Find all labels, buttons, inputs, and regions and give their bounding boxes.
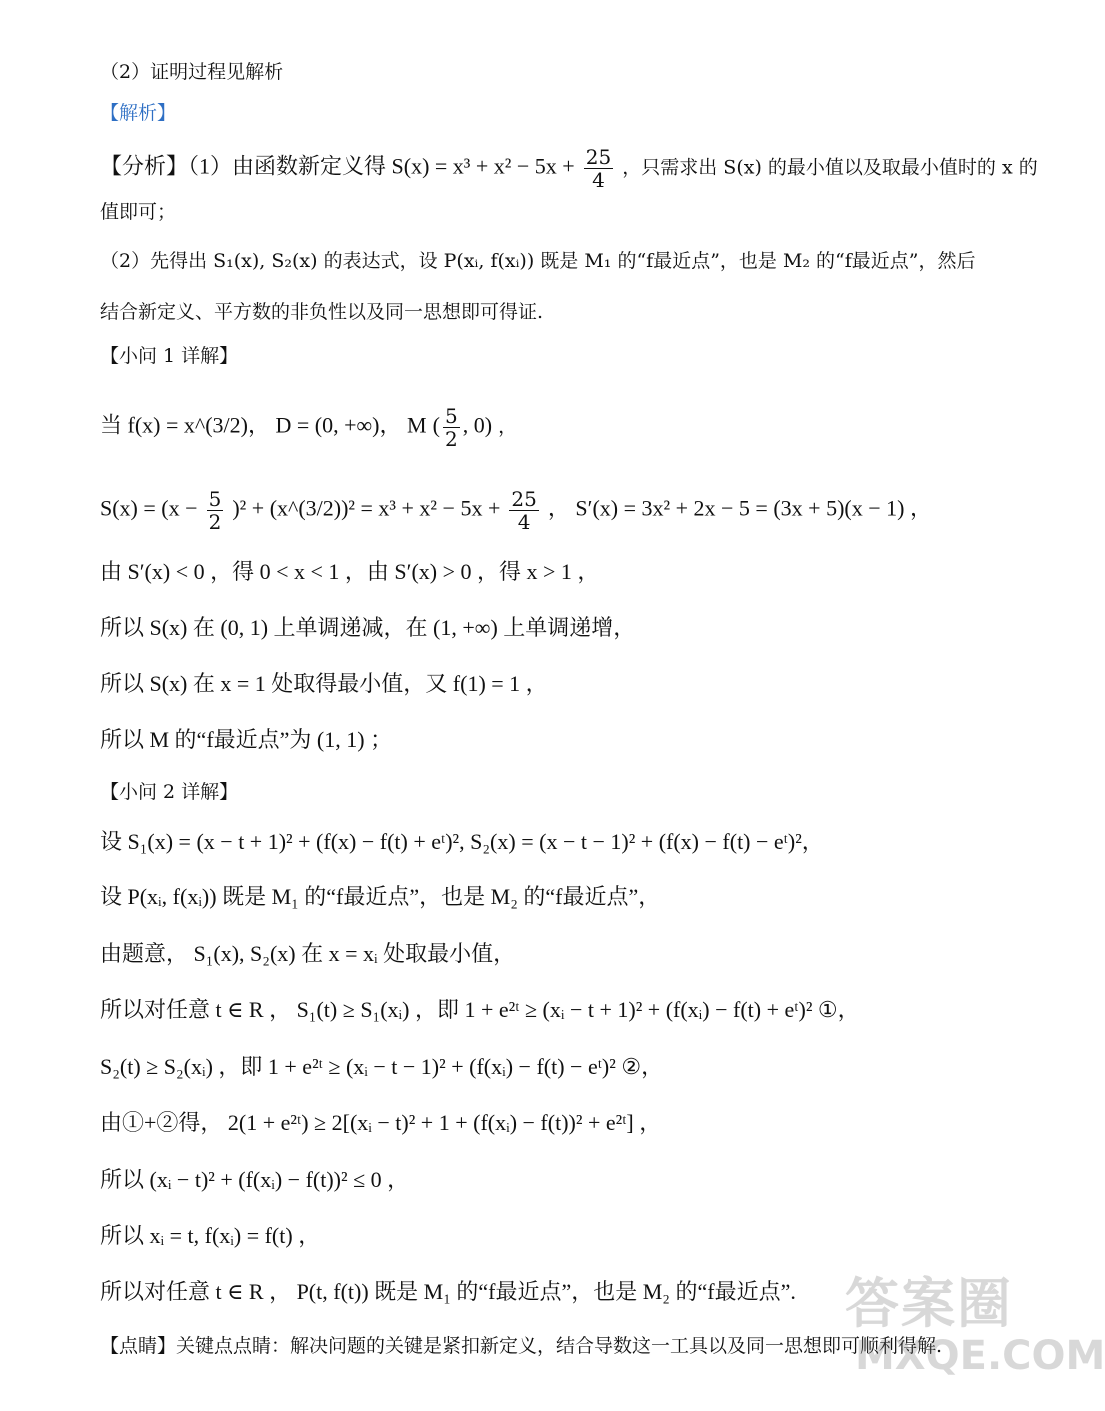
text-line-4: 值即可； <box>100 201 177 223</box>
frac-num: 25 <box>511 487 537 511</box>
definition-formula: 当 f(x) = x^(3/2)， D = (0, +∞)， M <box>100 412 427 438</box>
text-line-18: 所以对任意 t ∈ R ， S₁(t) ≥ S₁(xᵢ) ，即 1 + e²ᵗ ≥ (xᵢ − t + 1)² + (f(xᵢ) − f(t) + eᵗ)² ①， <box>100 997 860 1022</box>
text-line-17: 由题意， S₁(x), S₂(x) 在 x = xᵢ 处取最小值， <box>100 941 516 966</box>
text-line-3 <box>100 145 1038 192</box>
text-line-11: 所以 S(x) 在 (0, 1) 上单调递减，在 (1, +∞) 上单调递增， <box>100 615 636 640</box>
s-derivative: ， S′(x) = 3x² + 2x − 5 = (3x + 5)(x − 1) ， <box>547 495 932 521</box>
subheading-q2: 【小问 2 详解】 <box>100 781 239 803</box>
frac-den: 4 <box>517 510 531 534</box>
comma: ， <box>498 415 518 438</box>
s-formula-mid: )² + (x^(3/2))² = x³ + x² − 5x + <box>232 495 501 521</box>
text-line-9 <box>100 488 1020 533</box>
frac-den: 4 <box>592 168 605 192</box>
text-line-8: 当 f(x) = x^(3/2)， D = (0, +∞)， M ( $\frac{5}{2}$ , 0) ， <box>100 404 518 451</box>
frac-den: 2 <box>208 510 222 534</box>
text-line-5: （2）先得出 S₁(x), S₂(x) 的表达式，设 P(xᵢ, f(xᵢ)) 既是 M₁ 的“f最近点”，也是 M₂ 的“f最近点”，然后 <box>100 250 976 272</box>
text-line-19: S₂(t) ≥ S₂(xᵢ) ，即 1 + e²ᵗ ≥ (xᵢ − t − 1)² + (f(xᵢ) − f(t) − eᵗ)² ②， <box>100 1054 664 1079</box>
text-line-1: （2）证明过程见解析 <box>100 61 284 83</box>
frac-den: 2 <box>444 427 458 451</box>
watermark-logo <box>845 1261 1105 1386</box>
section-label-analysis: 【解析】 <box>100 102 177 124</box>
point-m-tail: , 0) <box>462 412 493 438</box>
text-line-10: 由 S′(x) < 0 ，得 0 < x < 1 ，由 S′(x) > 0 ，得 x > 1 ， <box>100 559 600 584</box>
frac-num: 25 <box>585 145 612 169</box>
analysis-formula: 【分析】（1）由函数新定义得 S(x) = x³ + x² − 5x + <box>100 153 575 179</box>
frac-num: 5 <box>208 487 222 511</box>
text-line-13: 所以 M 的“f最近点”为 (1, 1) ； <box>100 727 393 752</box>
text-line-16: 设 P(xᵢ, f(xᵢ)) 既是 M₁ 的“f最近点”，也是 M₂ 的“f最近点”， <box>100 884 661 909</box>
s-formula-start: S(x) = (x − <box>100 495 198 521</box>
fraction-25-over-4 <box>509 488 538 533</box>
fraction-25-over-4 <box>584 146 613 191</box>
watermark-logo-text: 答案圈 <box>845 1272 1013 1335</box>
watermark-url: MXQE.COM <box>855 1333 1105 1379</box>
analysis-formula-tail: ，只需求出 S(x) 的最小值以及取最小值时的 x 的 <box>622 156 1038 179</box>
text-line-15: 设 S₁(x) = (x − t + 1)² + (f(x) − f(t) + eᵗ)², S₂(x) = (x − t − 1)² + (f(x) − f(t) − eᵗ)²， <box>100 829 824 854</box>
subheading-q1: 【小问 1 详解】 <box>100 345 239 367</box>
fraction-5-over-2 <box>443 405 460 450</box>
frac-num: 5 <box>444 404 458 428</box>
text-line-6: 结合新定义、平方数的非负性以及同一思想即可得证. <box>100 301 544 323</box>
text-line-20: 由①+②得， 2(1 + e²ᵗ) ≥ 2[(xᵢ − t)² + 1 + (f(xᵢ) − f(t))² + e²ᵗ] ， <box>100 1110 662 1135</box>
text-line-23: 所以对任意 t ∈ R ， P(t, f(t)) 既是 M₁ 的“f最近点”，也是 M₂ 的“f最近点”. <box>100 1279 796 1304</box>
text-line-22: 所以 xᵢ = t, f(xᵢ) = f(t) ， <box>100 1223 321 1248</box>
text-line-21: 所以 (xᵢ − t)² + (f(xᵢ) − f(t))² ≤ 0 ， <box>100 1167 410 1192</box>
text-line-12: 所以 S(x) 在 x = 1 处取得最小值，又 f(1) = 1 ， <box>100 671 548 696</box>
fraction-5-over-2 <box>207 488 224 533</box>
text-line-24: 【点睛】关键点点睛：解决问题的关键是紧扣新定义，结合导数这一工具以及同一思想即可顺利得解. <box>100 1335 943 1357</box>
